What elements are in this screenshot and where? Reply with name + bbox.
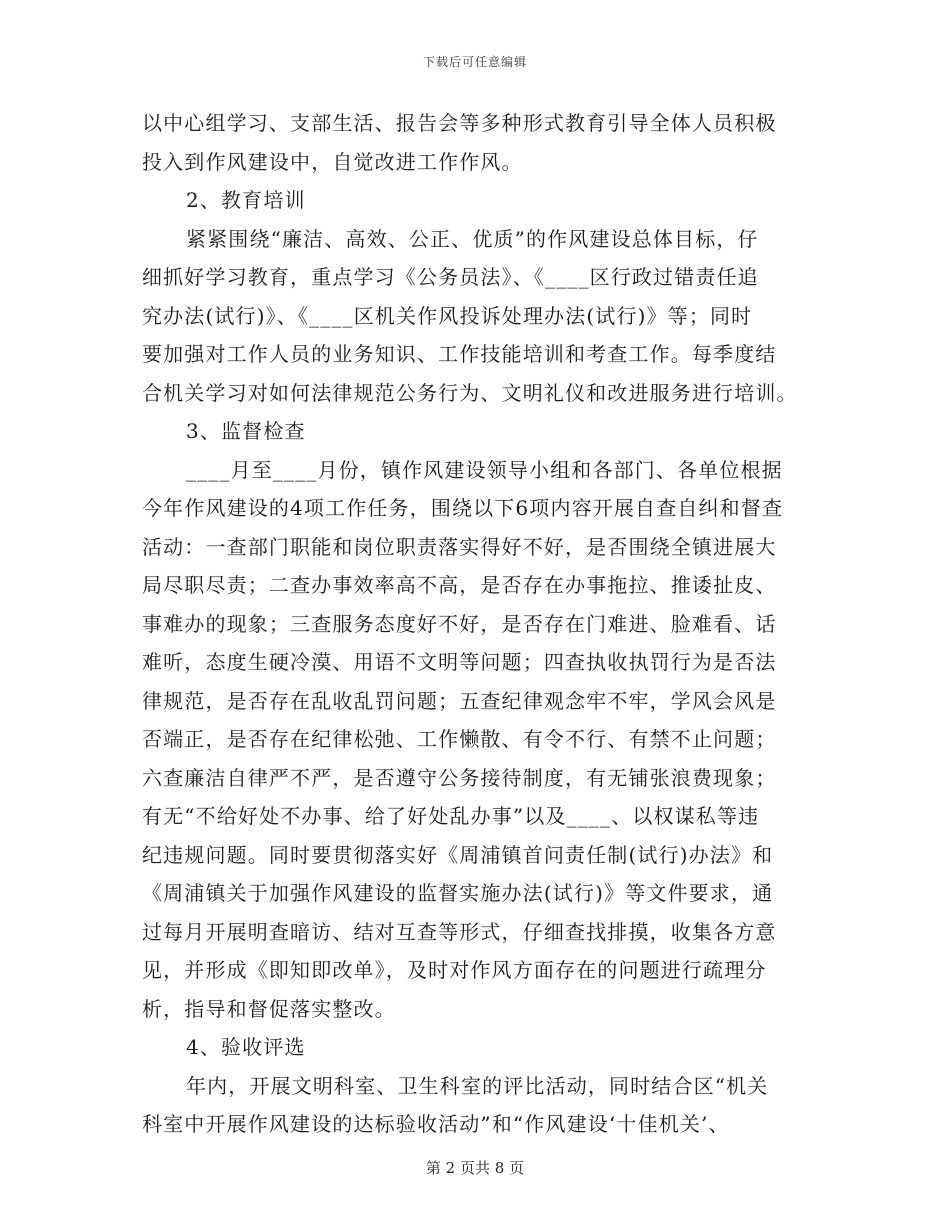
paragraph-line: 律规范，是否存在乱收乱罚问题；五查纪律观念牢不牢，学风会风是 xyxy=(142,688,777,713)
paragraph-line: 纪违规问题。同时要贯彻落实好《周浦镇首问责任制(试行)办法》和 xyxy=(142,842,774,867)
paragraph-line: 细抓好学习教育，重点学习《公务员法》、《____区行政过错责任追 xyxy=(142,265,759,289)
paragraph-line: 紧紧围绕“廉洁、高效、公正、优质”的作风建设总体目标，仔 xyxy=(186,226,759,251)
paragraph-line: 科室中开展作风建设的达标验收活动”和“作风建设‘十佳机关’、 xyxy=(142,1112,730,1136)
paragraph-line: 局尽职尽责；二查办事效率高不高，是否存在办事拖拉、推诿扯皮、 xyxy=(142,573,777,597)
paragraph-line: 合机关学习对如何法律规范公务行为、文明礼仪和改进服务进行培训。 xyxy=(142,380,798,405)
section-heading: 4、验收评选 xyxy=(186,1035,306,1059)
paragraph-line: 过每月开展明查暗访、结对互查等形式，仔细查找排摸，收集各方意 xyxy=(142,919,777,944)
paragraph-line: 《周浦镇关于加强作风建设的监督实施办法(试行)》等文件要求，通 xyxy=(142,881,774,905)
paragraph-line: 投入到作风建设中，自觉改进工作作风。 xyxy=(142,149,523,174)
paragraph-line: 以中心组学习、支部生活、报告会等多种形式教育引导全体人员积极 xyxy=(142,111,777,135)
paragraph-line: 今年作风建设的4项工作任务，围绕以下6项内容开展自查自纠和督查 xyxy=(142,496,784,520)
page-footer: 第 2 页共 8 页 xyxy=(425,1159,525,1177)
page-header: 下载后可任意编辑 xyxy=(422,55,527,69)
paragraph-line: 活动：一查部门职能和岗位职责落实得好不好，是否围绕全镇进展大 xyxy=(142,534,777,559)
section-heading: 2、教育培训 xyxy=(186,188,306,212)
paragraph-line: 否端正，是否存在纪律松弛、工作懒散、有令不行、有禁不止问题； xyxy=(142,727,777,751)
paragraph-line: ____月至____月份，镇作风建设领导小组和各部门、各单位根据 xyxy=(186,457,783,482)
paragraph-line: 事难办的现象；三查服务态度好不好，是否存在门难进、脸难看、话 xyxy=(142,611,777,636)
paragraph-line: 要加强对工作人员的业务知识、工作技能培训和考查工作。每季度结 xyxy=(142,342,777,366)
paragraph-line: 六查廉洁自律严不严，是否遵守公务接待制度，有无铺张浪费现象； xyxy=(142,765,777,790)
paragraph-line: 有无“不给好处不办事、给了好处乱办事”以及____、以权谋私等违 xyxy=(142,804,760,828)
paragraph-line: 见，并形成《即知即改单》，及时对作风方面存在的问题进行疏理分 xyxy=(142,958,767,982)
paragraph-line: 难听，态度生硬冷漠、用语不文明等问题；四查执收执罚行为是否法 xyxy=(142,650,777,674)
paragraph-line: 析，指导和督促落实整改。 xyxy=(142,996,396,1021)
document-body xyxy=(142,104,814,1144)
paragraph-line: 究办法(试行)》、《____区机关作风投诉处理办法(试行)》等；同时 xyxy=(142,303,753,328)
paragraph-line: 年内，开展文明科室、卫生科室的评比活动，同时结合区“机关 xyxy=(186,1073,769,1098)
section-heading: 3、监督检查 xyxy=(186,419,306,443)
